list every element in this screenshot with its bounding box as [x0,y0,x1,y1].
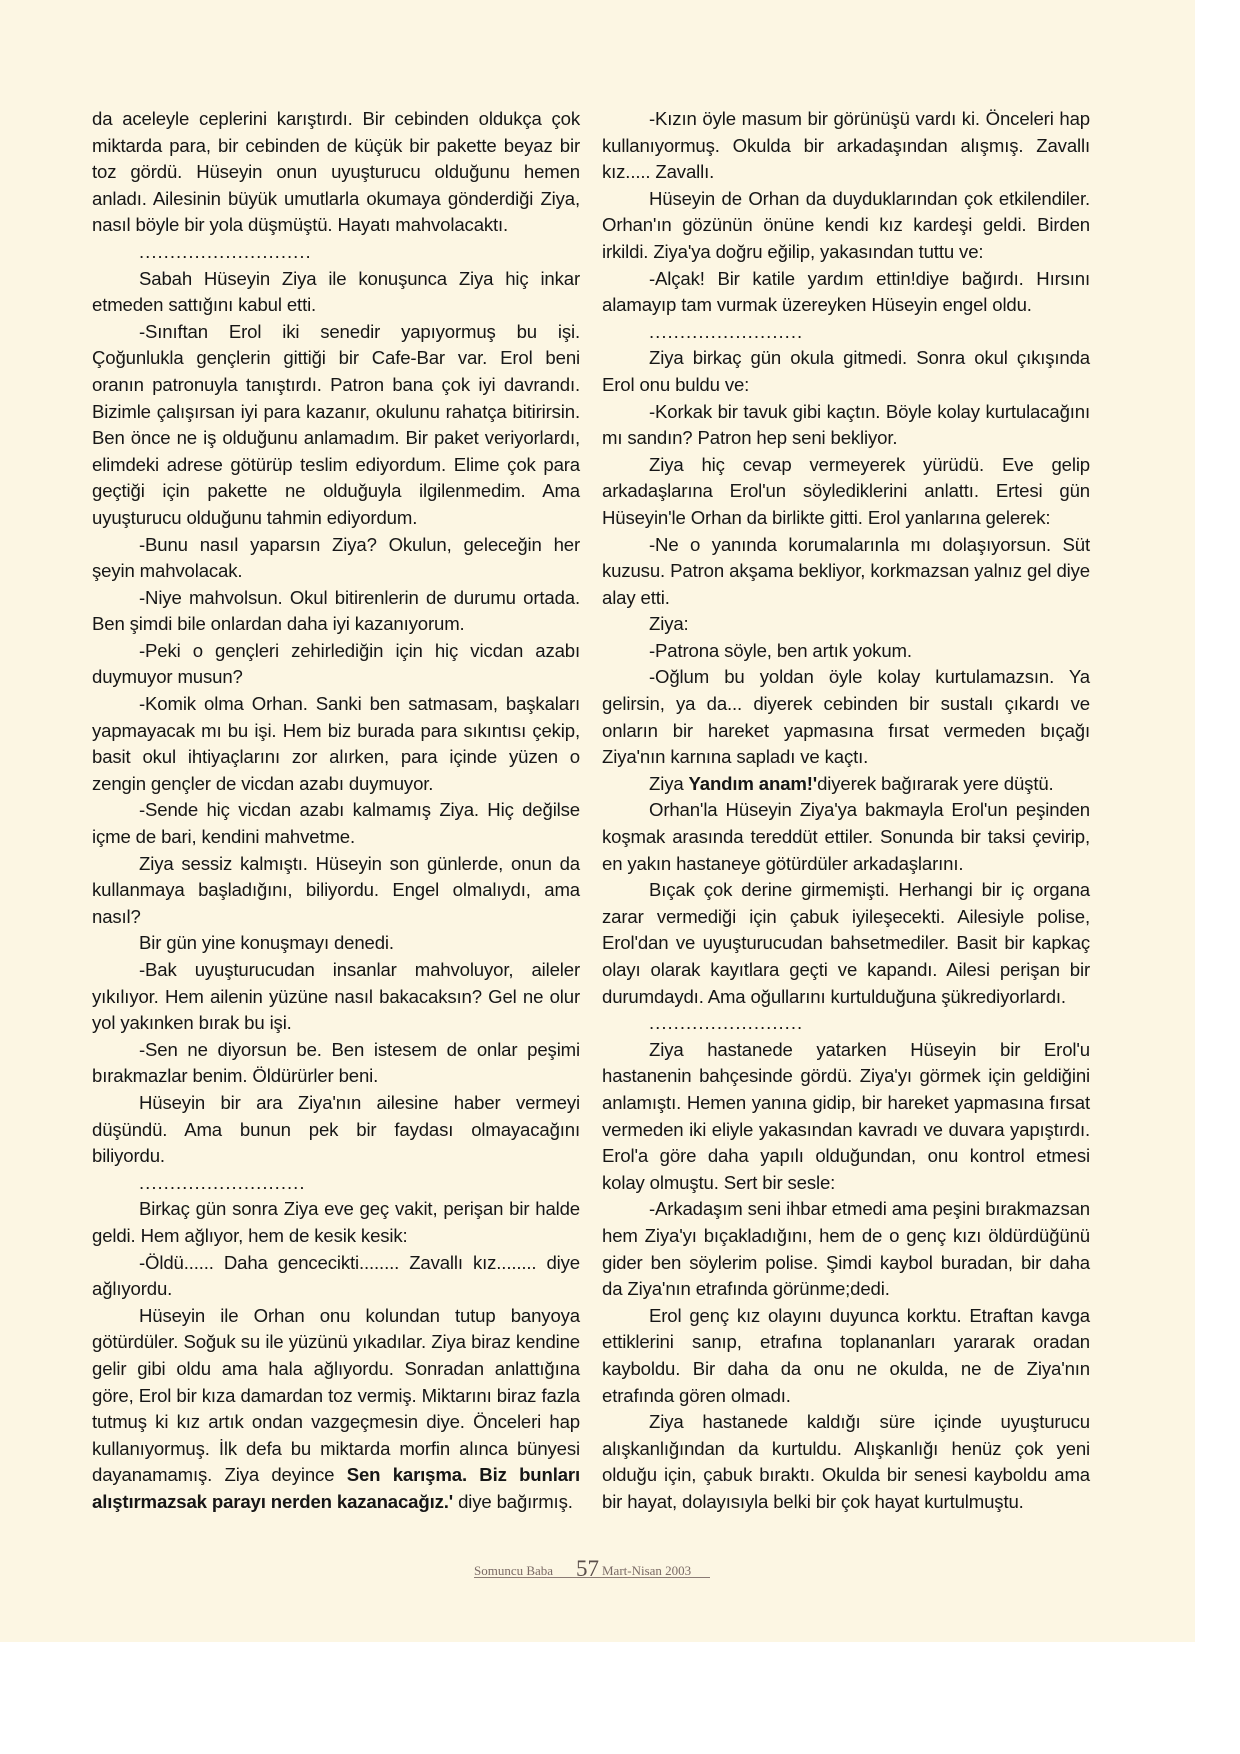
paragraph [92,266,580,319]
paragraph [602,452,1090,532]
paragraph [92,1250,580,1303]
paragraph-text: Ziya birkaç gün okula gitmedi. Sonra okul çıkışında Erol onu buldu ve: [602,347,1090,395]
paragraph [92,319,580,532]
paragraph [602,877,1090,1010]
emphasized-quote: Sen karışma. Biz bunları alıştırmazsak parayı nerden kazanacağız.' [92,1464,580,1512]
paragraph-text: -Niye mahvolsun. Okul bitirenlerin de durumu ortada. Ben şimdi bile onlardan daha iyi kazanıyorum. [92,586,580,635]
paragraph [92,585,580,638]
paragraph [92,797,580,850]
paragraph [602,266,1090,319]
paragraph [602,1196,1090,1302]
paragraph [602,106,1090,186]
paragraph [602,186,1090,266]
paragraph-text: Hüseyin de Orhan da duyduklarından çok etkilendiler. Orhan'ın gözünün önüne kendi kız kardeşi geldi. Birden irkildi. Ziya'ya doğru eğilip, yakasından tuttu ve: [602,187,1090,262]
paragraph [92,1090,580,1170]
emphasized-quote: Yandım anam!' [688,772,818,794]
paragraph [92,532,580,585]
paragraph-text: -Alçak! Bir katile yardım ettin!diye bağırdı. Hırsını alamayıp tam vurmak üzereyken Hüseyin engel oldu. [602,267,1090,316]
paragraph-text-after: diye bağırmış. [453,1490,573,1512]
left-text-column [92,106,580,1515]
paragraph [602,1303,1090,1409]
paragraph-text: -Komik olma Orhan. Sanki ben satmasam, başkaları yapmayacak mı bu işi. Hem biz burada para sıkıntısı çekip, basit okul ihtiyaçlarını zor alırken, para içinde yüzen o zengin gençler de vicdan azabı duymuyor. [92,693,580,794]
paragraph-text: Hüseyin bir ara Ziya'nın ailesine haber vermeyi düşündü. Ama bunun pek bir faydası olmayacağını biliyordu. [92,1091,580,1167]
paragraph-text: -Arkadaşım seni ihbar etmedi ama peşini bırakmazsan hem Ziya'yı bıçakladığını, hem de o genç kızı öldürdüğünü gider ben söylerim polise. Şimdi kaybol buradan, bir daha da Ziya'nın etrafında görünme;dedi. [602,1198,1090,1300]
paragraph-text: Ziya hiç cevap vermeyerek yürüdü. Eve gelip arkadaşlarına Erol'un söylediklerini anlattı. Ertesi gün Hüseyin'le Orhan da birlikte gitti. Erol yanlarına gelerek: [602,453,1090,528]
paragraph-text: Ziya [649,772,689,794]
paragraph [602,399,1090,452]
paragraph [92,106,580,239]
paragraph [92,851,580,931]
paragraph [602,638,1090,665]
paragraph-text: ........................... [139,1171,306,1193]
paragraph-text: Bir gün yine konuşmayı denedi. [139,932,394,954]
paragraph-text: ............................ [139,240,312,262]
paragraph [602,611,1090,638]
issue-date: Mart-Nisan 2003 [602,1563,692,1578]
paragraph [92,930,580,957]
paragraph-text: ......................... [649,1012,804,1034]
section-separator [92,239,580,266]
paragraph-text: Ziya: [649,613,689,635]
paragraph-text: Ziya sessiz kalmıştı. Hüseyin son günlerde, onun da kullanmaya başladığını, biliyordu. Engel olmalıydı, ama nasıl? [92,852,580,927]
paragraph-text: Birkaç gün sonra Ziya eve geç vakit, perişan bir halde geldi. Hem ağlıyor, hem de kesik kesik: [92,1198,580,1246]
paragraph-text: ......................... [649,320,804,342]
paragraph [602,771,1090,798]
paragraph-text: Sabah Hüseyin Ziya ile konuşunca Ziya hiç inkar etmeden sattığını kabul etti. [92,267,580,316]
paragraph-text: Ziya hastanede yatarken Hüseyin bir Erol'u hastanenin bahçesinde gördü. Ziya'yı görmek için geldiğini anlamıştı. Hemen yanına gidip, bir hareket yapmasına fırsat vermeden iki eliyle yakasından kavradı ve duvara yapıştırdı. Erol'a göre daha yapılı olduğundan, onu kontrol etmesi kolay olmuştu. Sert bir sesle: [602,1038,1090,1193]
paragraph [602,345,1090,398]
right-text-column [602,106,1090,1515]
paragraph-text: -Kızın öyle masum bir görünüşü vardı ki. Önceleri hap kullanıyormuş. Okulda bir arkadaşından alışmış. Zavallı kız..... Zavallı. [602,108,1090,183]
paragraph-text: -Bunu nasıl yaparsın Ziya? Okulun, geleceğin her şeyin mahvolacak. [92,533,580,582]
paragraph-text-after: diyerek bağırarak yere düştü. [817,772,1054,794]
paragraph [602,664,1090,770]
paragraph-text: -Öldü...... Daha gencecikti........ Zavallı kız........ diye ağlıyordu. [92,1251,580,1300]
paragraph [602,1037,1090,1197]
paragraph [602,797,1090,877]
paragraph [92,1303,580,1516]
paragraph-text: Erol genç kız olayını duyunca korktu. Etraftan kavga ettiklerini sanıp, etrafına toplananları yararak oradan kayboldu. Bir daha da onu ne okulda, ne de Ziya'nın etrafında gören olmadı. [602,1304,1090,1406]
paragraph-text: -Sınıftan Erol iki senedir yapıyormuş bu işi. Çoğunlukla gençlerin gittiği bir Cafe-Bar var. Erol beni oranın patronuyla tanıştırdı. Patron bana çok iyi davrandı. Bizimle çalışırsan iyi para kazanır, okulunu rahatça bitirirsin. Ben önce ne iş olduğunu anlamadım. Bir paket veriyorlardı, elimdeki adrese götürüp teslim ediyordum. Elime çok para geçtiği için pakette ne olduğuyla ilgilenmedim. Ama uyuşturucu olduğunu tahmin ediyordum. [92,320,580,528]
paragraph-text: -Sen ne diyorsun be. Ben istesem de onlar peşimi bırakmazlar benim. Öldürürler beni. [92,1038,580,1087]
paragraph-text: -Ne o yanında korumalarınla mı dolaşıyorsun. Süt kuzusu. Patron akşama bekliyor, korkmazsan yalnız gel diye alay etti. [602,533,1090,608]
paragraph [92,957,580,1037]
section-separator [602,319,1090,346]
paragraph-text: -Oğlum bu yoldan öyle kolay kurtulamazsın. Ya gelirsin, ya da... diyerek cebinden bir sustalı çıkardı ve onların bir hareket yapmasına fırsat vermeden bıçağı Ziya'nın karnına sapladı ve kaçtı. [602,666,1090,768]
paragraph [602,532,1090,612]
paragraph [92,638,580,691]
paragraph-text: Orhan'la Hüseyin Ziya'ya bakmayla Erol'un peşinden koşmak arasında tereddüt ettiler. Sonunda bir taksi çevirip, en yakın hastaneye götürdüler arkadaşlarını. [602,799,1090,874]
paragraph-text: Bıçak çok derine girmemişti. Herhangi bir iç organa zarar vermediği için çabuk iyileşecekti. Ailesiyle polise, Erol'dan ve uyuşturucudan bahsetmediler. Basit bir kapkaç olayı olarak kayıtlara geçti ve kapandı. Ailesi perişan bir durumdaydı. Ama oğullarını kurtulduğuna şükrediyorlardı. [602,879,1090,1007]
paragraph-text: -Peki o gençleri zehirlediğin için hiç vicdan azabı duymuyor musun? [92,639,580,688]
section-separator [602,1010,1090,1037]
paragraph [92,691,580,797]
paragraph [602,1409,1090,1515]
page-number: 57 [576,1556,599,1581]
paragraph-text: -Korkak bir tavuk gibi kaçtın. Böyle kolay kurtulacağını mı sandın? Patron hep seni bekliyor. [602,400,1090,449]
paragraph-text: -Sende hiç vicdan azabı kalmamış Ziya. Hiç değilse içme de bari, kendini mahvetme. [92,799,580,848]
paragraph [92,1196,580,1249]
magazine-name: Somuncu Baba [474,1563,554,1578]
paragraph-text: -Patrona söyle, ben artık yokum. [649,639,912,661]
paragraph-text: da aceleyle ceplerini karıştırdı. Bir cebinden oldukça çok miktarda para, bir cebinden de küçük bir pakette beyaz bir toz gördü. Hüseyin onun uyuşturucu olduğunu hemen anladı. Ailesinin büyük umutlarla okumaya gönderdiği Ziya, nasıl böyle bir yola düşmüştü. Hayatı mahvolacaktı. [92,108,580,236]
paragraph-text: Ziya hastanede kaldığı süre içinde uyuşturucu alışkanlığından da kurtuldu. Alışkanlığı henüz çok yeni olduğu için, çabuk bıraktı. Okulda bir senesi kayboldu ama bir hayat, dolayısıyla belki bir çok hayat kurtulmuştu. [602,1411,1090,1512]
paragraph [92,1037,580,1090]
paragraph-text: Hüseyin ile Orhan onu kolundan tutup banyoya götürdüler. Soğuk su ile yüzünü yıkadılar. Ziya biraz kendine gelir gibi oldu ama hala ağlıyordu. Sonradan anlattığına göre, Erol bir kıza damardan toz vermiş. Miktarını biraz fazla tutmuş ki kız artık ondan vazgeçmesin diye. Önceleri hap kullanıyormuş. İlk defa bu miktarda morfin alınca bünyesi dayanamamış. Ziya deyince [92,1304,580,1486]
page-footer [474,1558,710,1588]
section-separator [92,1170,580,1197]
paragraph-text: -Bak uyuşturucudan insanlar mahvoluyor, aileler yıkılıyor. Hem ailenin yüzüne nasıl bakacaksın? Gel ne olur yol yakınken bırak bu işi. [92,959,580,1034]
